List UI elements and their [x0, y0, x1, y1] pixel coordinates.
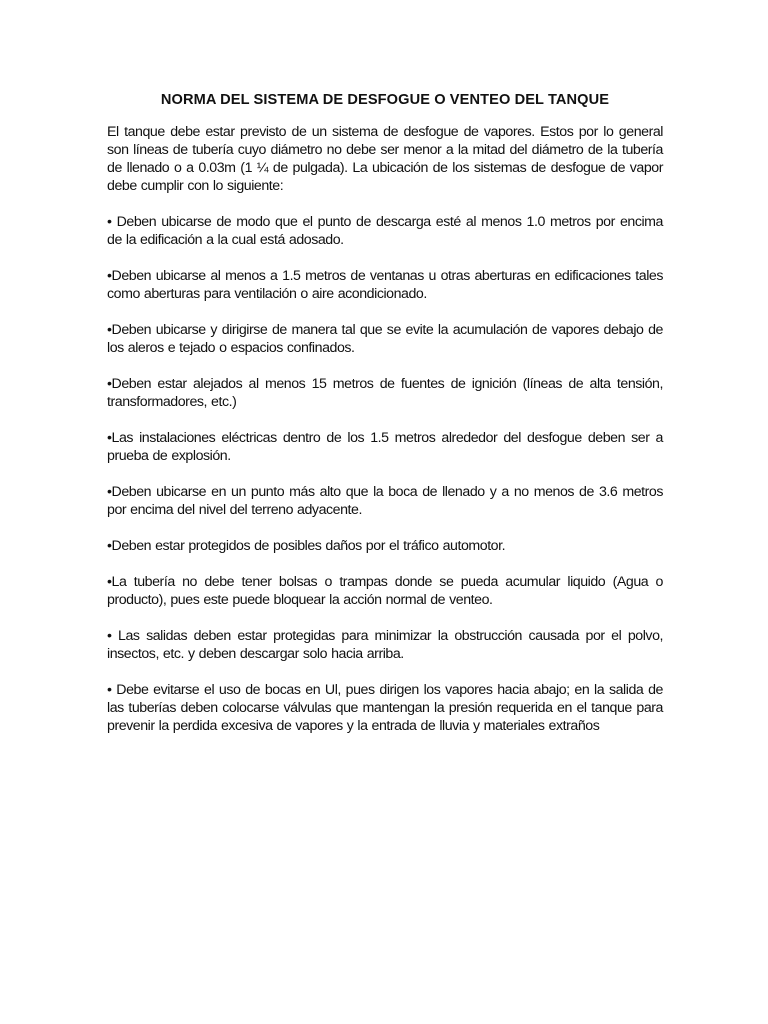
list-item: • Deben ubicarse de modo que el punto de descarga esté al menos 1.0 metros por encima de la edificación a la cual está adosado. — [107, 214, 663, 248]
document-page — [107, 92, 663, 735]
list-item: •Deben ubicarse y dirigirse de manera tal que se evite la acumulación de vapores debajo de los aleros e tejado o espacios confinados. — [107, 322, 663, 356]
list-item: • Debe evitarse el uso de bocas en Ul, pues dirigen los vapores hacia abajo; en la salida de las tuberías deben colocarse válvulas que mantengan la presión requerida en el tanque para prevenir la perdida excesiva de vapores y la entrada de lluvia y materiales extraños — [107, 682, 663, 734]
list-item: •Deben estar protegidos de posibles daños por el tráfico automotor. — [107, 538, 506, 554]
list-item: •Las instalaciones eléctricas dentro de los 1.5 metros alrededor del desfogue deben ser a prueba de explosión. — [107, 430, 663, 464]
list-item: • Las salidas deben estar protegidas para minimizar la obstrucción causada por el polvo, insectos, etc. y deben descargar solo hacia arriba. — [107, 628, 663, 662]
list-item: •Deben ubicarse al menos a 1.5 metros de ventanas u otras aberturas en edificaciones tales como aberturas para ventilación o aire acondicionado. — [107, 268, 663, 302]
list-item: •Deben estar alejados al menos 15 metros de fuentes de ignición (líneas de alta tensión, transformadores, etc.) — [107, 376, 663, 410]
list-item: •La tubería no debe tener bolsas o trampas donde se pueda acumular liquido (Agua o producto), pues este puede bloquear la acción normal de venteo. — [107, 574, 663, 608]
intro-paragraph: El tanque debe estar previsto de un sistema de desfogue de vapores. Estos por lo general son líneas de tubería cuyo diámetro no debe ser menor a la mitad del diámetro de la tubería de llenado o a 0.03m (1 ¼ de pulgada). La ubicación de los sistemas de desfogue de vapor debe cumplir con lo siguiente: — [107, 124, 663, 194]
list-item: •Deben ubicarse en un punto más alto que la boca de llenado y a no menos de 3.6 metros por encima del nivel del terreno adyacente. — [107, 484, 663, 518]
document-title: NORMA DEL SISTEMA DE DESFOGUE O VENTEO DEL TANQUE — [160, 92, 610, 108]
